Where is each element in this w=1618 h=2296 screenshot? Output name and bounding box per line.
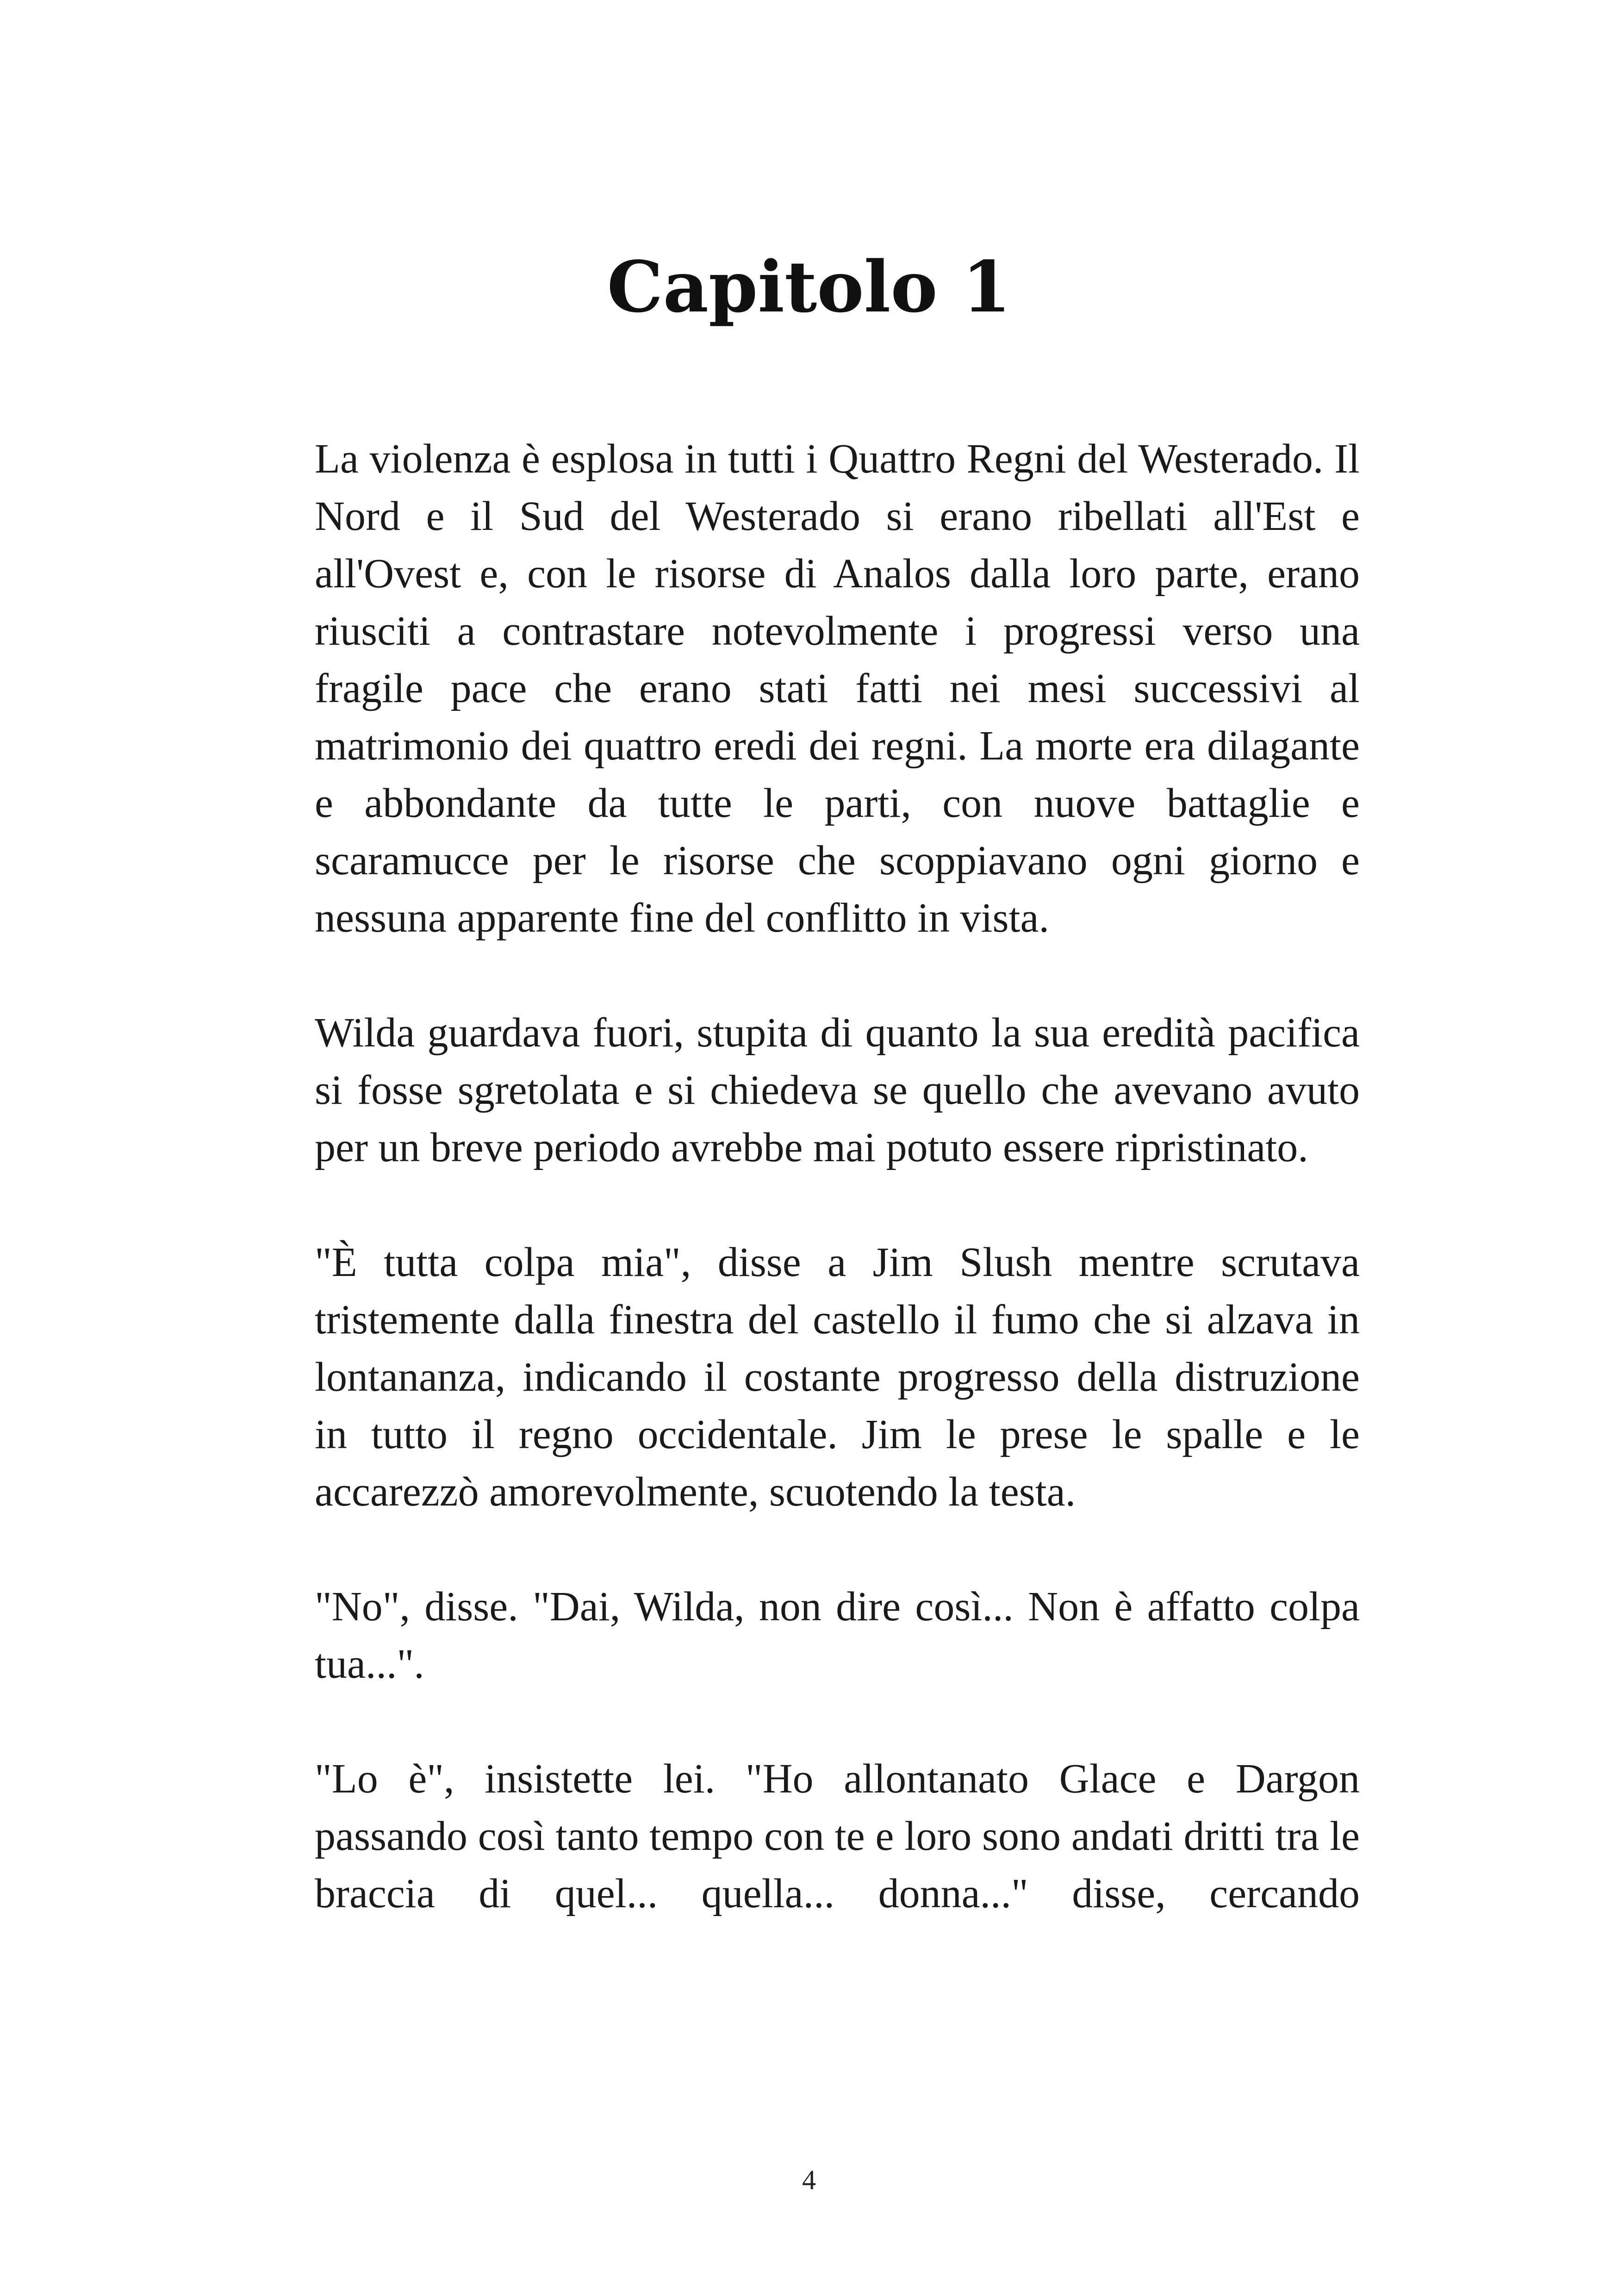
paragraph-2: Wilda guardava fuori, stupita di quanto la sua eredità pacifica si fosse sgretolata e si chiedeva se quello che avevano avuto per un breve periodo avrebbe mai potuto essere ripristinato. <box>315 1010 1360 1170</box>
page-number: 4 <box>802 2165 816 2195</box>
chapter-title: Capitolo 1 <box>607 245 1011 328</box>
chapter-body <box>315 430 1360 1923</box>
paragraph-1: La violenza è esplosa in tutti i Quattro Regni del Westerado. Il Nord e il Sud del Westerado si erano ribellati all'Est e all'Ovest e, con le risorse di Analos dalla loro parte, erano riusciti a contrastare notevolmente i progressi verso una fragile pace che erano stati fatti nei mesi successivi al matrimonio dei quattro eredi dei regni. La morte era dilagante e abbondante da tutte le parti, con nuove battaglie e scaramucce per le risorse che scoppiavano ogni giorno e nessuna apparente fine del conflitto in vista. <box>315 436 1360 941</box>
paragraph-4: "No", disse. "Dai, Wilda, non dire così... Non è affatto colpa tua...". <box>315 1584 1360 1687</box>
paragraph-3: "È tutta colpa mia", disse a Jim Slush mentre scrutava tristemente dalla finestra del castello il fumo che si alzava in lontananza, indicando il costante progresso della distruzione in tutto il regno occidentale. Jim le prese le spalle e le accarezzò amorevolmente, scuotendo la testa. <box>315 1239 1360 1515</box>
paragraph-5: "Lo è", insistette lei. "Ho allontanato Glace e Dargon passando così tanto tempo con te e loro sono andati dritti tra le braccia di quel... quella... donna..." disse, cercando <box>315 1756 1360 1916</box>
